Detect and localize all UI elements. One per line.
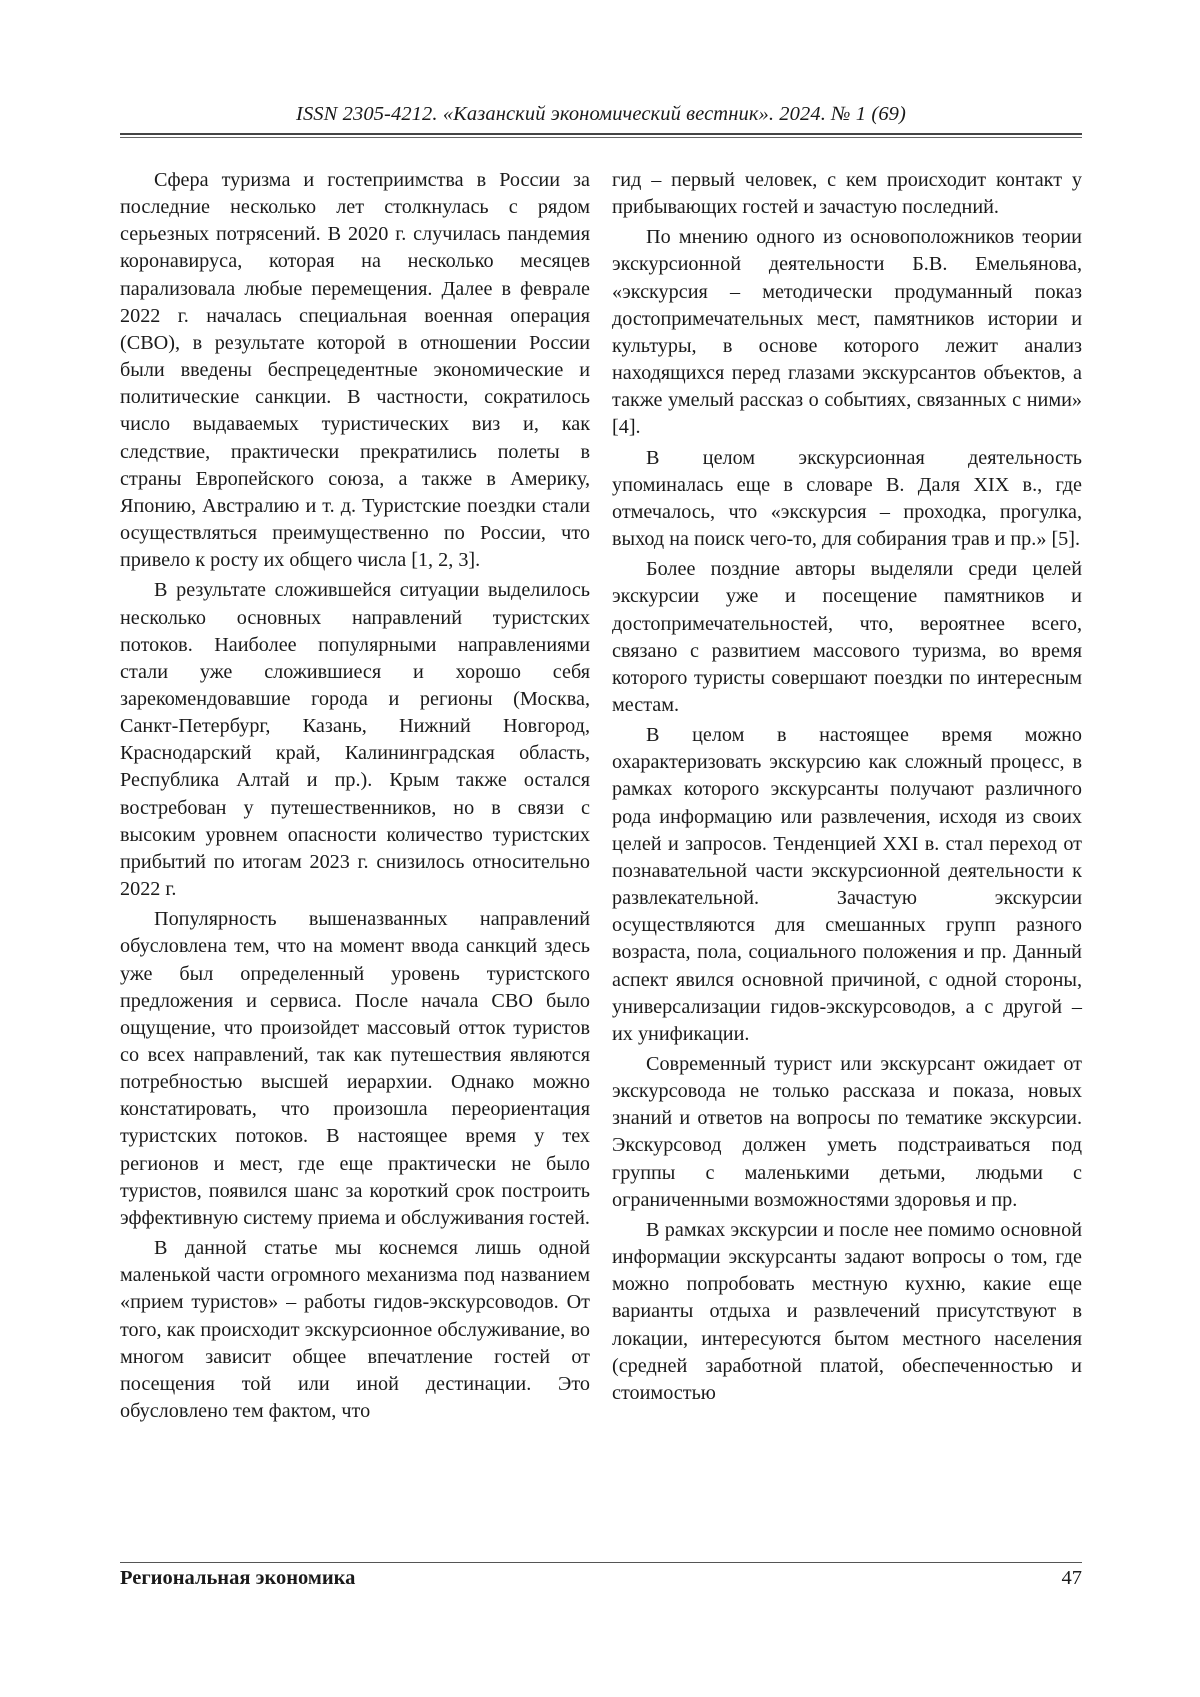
running-header: ISSN 2305-4212. «Казанский экономический вестник». 2024. № 1 (69) — [296, 103, 906, 125]
paragraph: Популярность вышеназванных направлений обусловлена тем, что на момент ввода санкций здесь уже был определенный уровень туристского предложения и сервиса. После начала СВО было ощущение, что произойдет массовый отток туристов со всех направлений, так как путешествия являются потребностью высшей иерархии. Однако можно констатировать, что произошла переориентация туристских потоков. В настоящее время у тех регионов и мест, где еще практически не было туристов, появился шанс за короткий срок построить эффективную систему приема и обслуживания гостей. — [120, 908, 590, 1229]
paragraph: В рамках экскурсии и после нее помимо основной информации экскурсанты задают вопросы о том, где можно попробовать местную кухню, какие еще варианты отдыха и развлечений присутствуют в локации, интересуются бытом местного населения (средней заработной платой, обеспеченностью и стоимостью — [612, 1218, 1082, 1404]
paragraph: Современный турист или экскурсант ожидает от экскурсовода не только рассказа и показа, новых знаний и ответов на вопросы по тематике экскурсии. Экскурсовод должен уметь подстраиваться под группы с маленькими детьми, людьми с ограниченными возможностями здоровья и пр. — [612, 1053, 1082, 1211]
page-number: 47 — [1061, 1567, 1082, 1589]
footer-section-title: Региональная экономика — [120, 1567, 356, 1589]
paragraph-continuation: гид – первый человек, с кем происходит контакт у прибывающих гостей и зачастую последний. — [612, 169, 1082, 219]
paragraph: В целом в настоящее время можно охарактеризовать экскурсию как сложный процесс, в рамках которого экскурсанты получают различного рода информацию или развлечения, исходя из своих целей и запросов. Тенденцией XXI в. стал переход от познавательной части экскурсионной деятельности к развлекательной. Зачастую экскурсии осуществляются для смешанных групп разного возраста, пола, социального положения и пр. Данный аспект явился основной причиной, с одной стороны, универсализации гидов-экскурсоводов, а с другой – их унификации. — [612, 724, 1082, 1045]
header-rule-thin — [120, 137, 1082, 138]
paragraph: По мнению одного из основоположников теории экскурсионной деятельности Б.В. Емельянова, «экскурсия – методически продуманный показ достопримечательных мест, памятников истории и культуры, в основе которого лежит анализ находящихся перед глазами экскурсантов объектов, а также умелый рассказ о событиях, связанных с ними» [4]. — [612, 226, 1082, 439]
left-column — [120, 167, 590, 1428]
paragraph: В результате сложившейся ситуации выделилось несколько основных направлений туристских потоков. Наиболее популярными направлениями стали уже сложившиеся и хорошо себя зарекомендовавшие города и регионы (Москва, Санкт-Петербург, Казань, Нижний Новгород, Краснодарский край, Калининградская область, Республика Алтай и пр.). Крым также остался востребован у путешественников, но в связи с высоким уровнем опасности количество туристских прибытий по итогам 2023 г. снизилось относительно 2022 г. — [120, 579, 590, 901]
paragraph: В целом экскурсионная деятельность упоминалась еще в словаре В. Даля XIX в., где отмечалось, что «экскурсия – проходка, прогулка, выход на поиск чего-то, для собирания трав и пр.» [5]. — [612, 446, 1082, 551]
paragraph: В данной статье мы коснемся лишь одной маленькой части огромного механизма под названием «прием туристов» – работы гидов-экскурсоводов. От того, как происходит экскурсионное обслуживание, во многом зависит общее впечатление гостей от посещения той или иной дестинации. Это обусловлено тем фактом, что — [120, 1237, 590, 1423]
footer-rule — [120, 1562, 1082, 1563]
paragraph: Более поздние авторы выделяли среди целей экскурсии уже и посещение памятников и достопримечательностей, что, вероятнее всего, связано с развитием массового туризма, во время которого туристы совершают поездки по интересным местам. — [612, 558, 1082, 716]
paragraph: Сфера туризма и гостеприимства в России за последние несколько лет столкнулась с рядом серьезных потрясений. В 2020 г. случилась пандемия коронавируса, которая на несколько месяцев парализовала любые перемещения. Далее в феврале 2022 г. началась специальная военная операция (СВО), в результате которой в отношении России были введены беспрецедентные экономические и политические санкции. В частности, сократилось число выдаваемых туристических виз и, как следствие, практически прекратились полеты в страны Европейского союза, а также в Америку, Японию, Австралию и т. д. Туристские поездки стали осуществляться преимущественно по России, что привело к росту их общего числа [1, 2, 3]. — [120, 169, 590, 572]
header-rule — [120, 133, 1082, 135]
right-column — [612, 167, 1082, 1410]
